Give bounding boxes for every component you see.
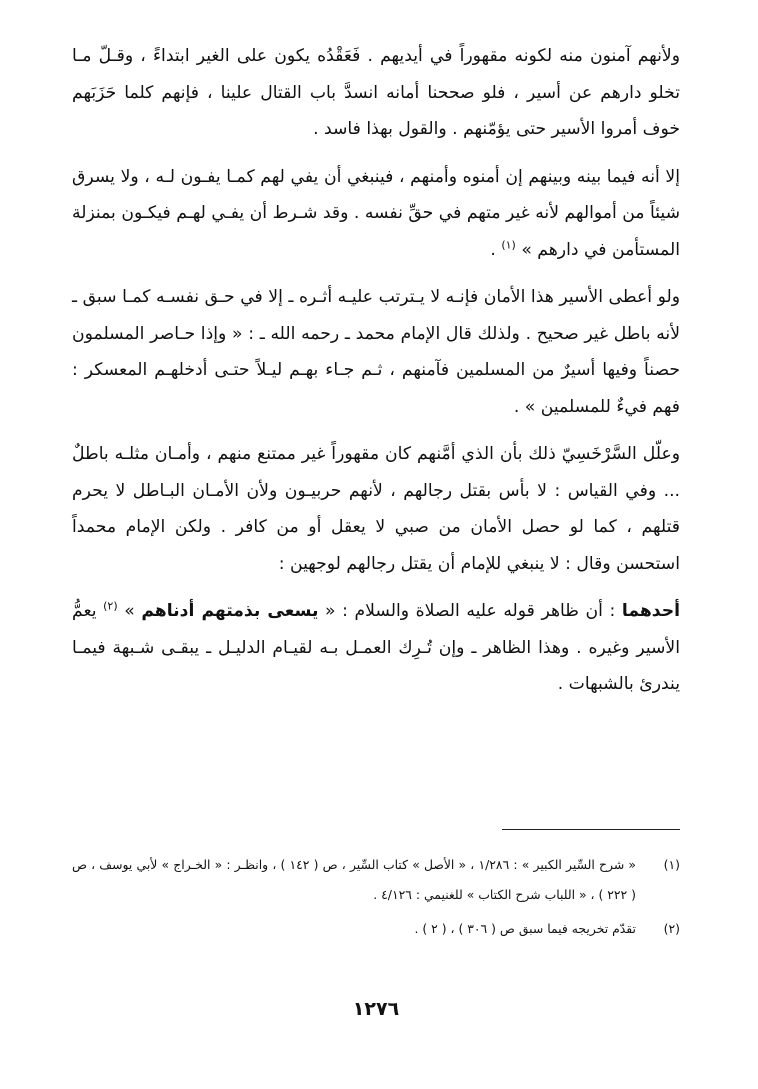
book-page [72,38,680,1058]
paragraph-2 [72,159,680,269]
paragraph-5-text-b: » [124,601,142,621]
footnote-2-text: تقدّم تخريجه فيما سبق ص ( ٣٠٦ ) ، ( ٢ ) . [414,921,636,936]
paragraph-4: وعلّل السَّرْخَسِيّ ذلك بأن الذي أمَّنهم كان مقهوراً غير ممتنع منهم ، وأمـان مثلـه باطلٌ ... وفي القياس : لا بأس بقتل رجالهم ، لأنهم حربيـون ولأن الأمـان البـاطل لا يحرم قتلهم ، كما لو حصل الأمان من صبي لا يعقل أو من كافر . ولكن الإمام محمداً استحسن وقال : لا ينبغي للإمام أن يقتل رجالهم لوجهين : [72,444,680,574]
hadith-quote: يسعى بذمتهم أدناهم [141,601,319,621]
footnote-ref-2: (٢) [103,599,118,613]
footnote-divider [502,829,680,830]
paragraph-5 [72,593,680,703]
paragraph-3: ولو أعطى الأسير هذا الأمان فإنـه لا يـترتب عليـه أثـره ـ إلا في حـق نفسـه كمـا سبق ـ لأنه باطل غير صحيح . ولذلك قال الإمام محمد ـ رحمه الله ـ : « وإذا حـاصر المسلمون حصناً وفيها أسيرٌ من المسلمين فآمنهم ، ثـم جـاء بهـم ليـلاً حتـى أدخلهـم المعسكر : فهم فيءٌ للمسلمين » . [72,287,680,417]
page-number: ١٢٧٦ [352,998,400,1020]
footnote-1 [72,850,680,910]
footnote-ref-1: (١) [501,237,516,251]
paragraph-2-text: إلا أنه فيما بينه وبينهم إن أمنوه وأمنهم ، فينبغي أن يفي لهم كمـا يفـون لـه ، ولا يسرق شيئاً من أموالهم لأنه غير متهم في حقِّ نفسه . وقد شـرط أن يفـي لهـم فيكـون بمنزلة المستأمن في دارهم » [72,166,680,260]
paragraph-5-text-c: يعمُّ الأسير وغيره . وهذا الظاهر ـ وإن تُـرِك العمـل بـه لقيـام الدليـل ـ يبقـى شـبهة فيمـا يندرئ بالشبهات . [72,601,680,694]
paragraph-1: ولأنهم آمنون منه لكونه مقهوراً في أيديهم . فَعَقْدُه يكون على الغير ابتداءً ، وقـلّ مـا تخلو دارهم عن أسير ، فلو صححنا أمانه انسدَّ باب القتال علينا ، فإنهم كلما حَزَبَهم خوف أمروا الأسير حتى يؤمّنهم . والقول بهذا فاسد . [72,46,680,139]
footnote-2-number: (٢) [663,921,680,936]
paragraph-5-text-a: : أن ظاهر قوله عليه الصلاة والسلام : « [318,601,622,621]
footnote-1-number: (١) [663,857,680,872]
paragraph-2-end: . [490,239,502,260]
paragraph-5-lead: أحدهما [621,601,680,621]
footnotes [72,850,680,944]
footnote-1-text: « شرح السِّير الكبير » : ١/٢٨٦ ، « الأصل » كتاب السِّير ، ص ( ١٤٢ ) ، وانظـر : « الخـراج » لأبي يوسف ، ص ( ٢٢٢ ) ، « اللباب شرح الكتاب » للغنيمي : ٤/١٢٦ . [72,857,636,902]
footnote-2 [72,914,680,944]
